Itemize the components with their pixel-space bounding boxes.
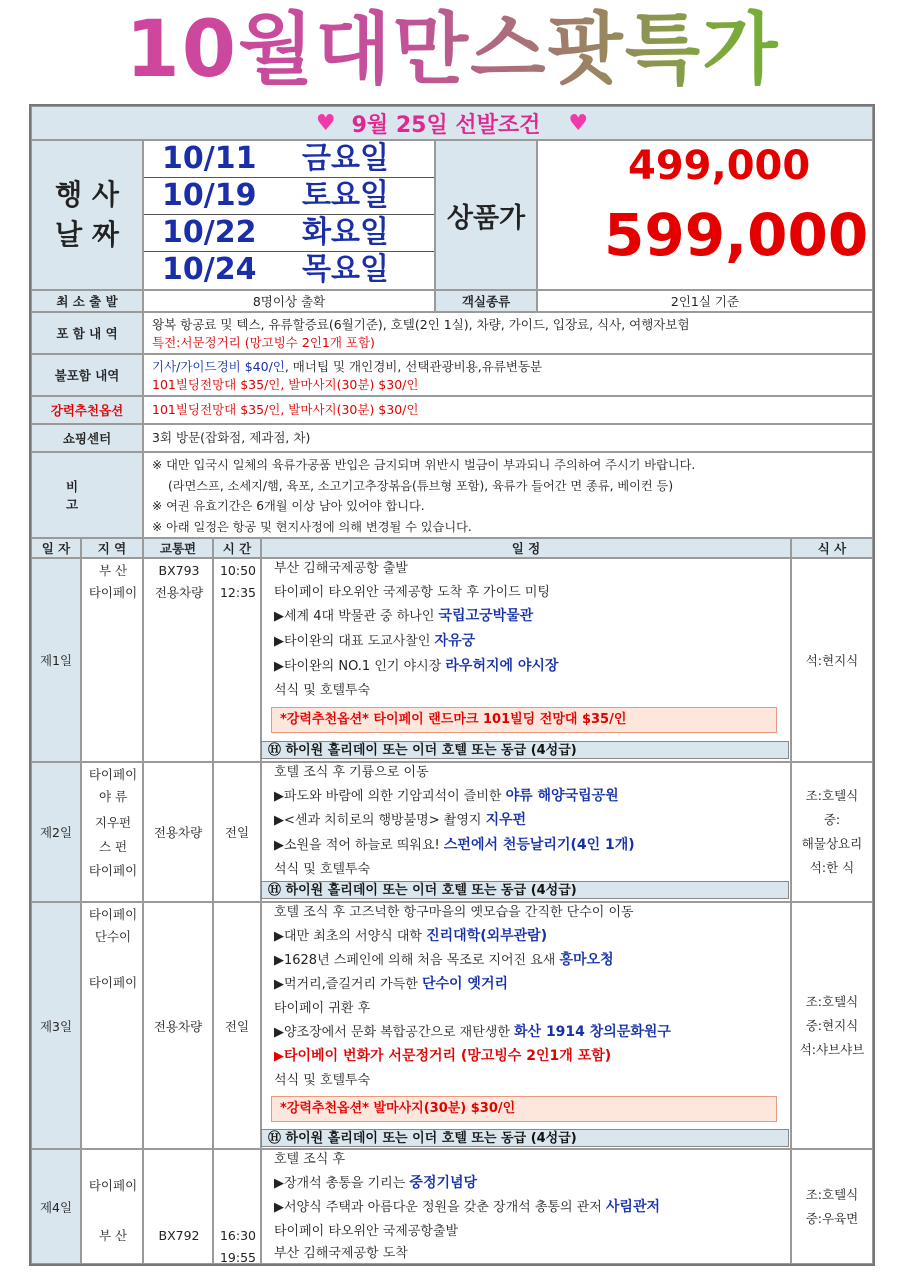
itinerary-line: ▶소원을 적어 하늘로 띄워요! 스펀에서 천등날리기(4인 1개) (274, 837, 635, 853)
itinerary-line: ▶세계 4대 박물관 중 하나인 국립고궁박물관 (274, 608, 534, 624)
itinerary-line: ▶1628년 스페인에 의해 처음 목조로 지어진 요새 홍마오청 (274, 952, 614, 968)
room-type-label: 객실종류 (435, 290, 537, 312)
itinerary-line: ▶<센과 치히로의 행방불명> 촬영지 지우펀 (274, 812, 527, 828)
departure-condition-text: 9월 25일 선발조건 (351, 112, 541, 138)
itinerary-line: 호텔 조식 후 (274, 1152, 346, 1167)
note-line: (라면스프, 소세지/햄, 육포, 소고기고추장볶음(튜브형 포함), 육류가 들어간 면 종류, 베이컨 등) (168, 478, 674, 493)
shopping-center-label: 쇼핑센터 (31, 424, 143, 452)
hotel-info: Ⓗ 하이원 홀리데이 또는 이더 호텔 또는 동급 (4성급) (261, 741, 789, 759)
col-header-transport: 교통편 (143, 538, 213, 558)
itinerary-line: 타이페이 타오위안 국제공항 도착 후 가이드 미팅 (274, 585, 550, 600)
col-header-meal: 식 사 (791, 538, 873, 558)
shopping-center-value: 3회 방문(잡화점, 제과점, 차) (143, 424, 873, 452)
price-value: 499,000 (628, 143, 811, 189)
itinerary-table (29, 104, 875, 1266)
departure-condition-bar (31, 106, 873, 140)
itinerary-line: ▶먹거리,즐길거리 가득한 단수이 옛거리 (274, 976, 509, 992)
event-dates (143, 140, 435, 290)
include-value: 왕복 항공료 및 텍스, 유류할증료(6월기준), 호텔(2인 1실), 차량, 가이드, 입장료, 식사, 여행자보험 특전:서문정거리 (망고빙수 2인1개 포함) (143, 312, 873, 354)
itinerary-line: 호텔 조식 후 고즈넉한 항구마을의 옛모습을 간직한 단수이 이동 (274, 905, 634, 920)
recommended-option-value: 101빌딩전망대 $35/인, 발마사지(30분) $30/인 (143, 396, 873, 424)
note-line: ※ 대만 입국시 일체의 육류가공품 반입은 금지되며 위반시 벌금이 부과되니 주의하여 주시기 바랍니다. (152, 458, 696, 472)
day-transport: 전용차량 (143, 762, 213, 902)
day-regions: 타이페이 부 산 (81, 1149, 143, 1264)
itinerary-line: ▶타이베이 번화가 서문정거리 (망고빙수 2인1개 포함) (274, 1048, 612, 1064)
itinerary-line: ▶타이완의 대표 도교사찰인 자유궁 (274, 633, 476, 649)
day-times: 전일 (213, 902, 261, 1149)
itinerary-line: ▶장개석 총통을 기리는 중정기념당 (274, 1175, 478, 1191)
day-meals: 석:현지식 (791, 558, 873, 762)
recommended-option-box: *강력추천옵션* 발마사지(30분) $30/인 (271, 1096, 777, 1122)
room-type-value: 2인1실 기준 (537, 290, 873, 312)
itinerary-line: 타이페이 타오위안 국제공항출발 (274, 1224, 459, 1239)
heart-icon: ♥ (315, 110, 336, 136)
day-regions: 부 산 타이페이 (81, 558, 143, 762)
col-header-region: 지 역 (81, 538, 143, 558)
itinerary-line: ▶서양식 주택과 아름다운 정원을 갖춘 장개석 총통의 관저 사림관저 (274, 1199, 660, 1215)
include-label: 포 함 내 역 (31, 312, 143, 354)
heart-icon: ♥ (568, 110, 589, 136)
price-label: 상품가 (435, 140, 537, 290)
day-meals: 조:호텔식 중:우육면 (791, 1149, 873, 1264)
page-title: 10월대만스팟특가 (0, 0, 905, 100)
day-label: 제1일 (31, 558, 81, 762)
note-line: ※ 아래 일정은 항공 및 현지사정에 의해 변경될 수 있습니다. (152, 519, 472, 534)
day-label: 제4일 (31, 1149, 81, 1264)
price-value: 599,000 (604, 201, 869, 269)
price-values (537, 140, 873, 290)
min-departure-value: 8명이상 출확 (143, 290, 435, 312)
itinerary-line: ▶양조장에서 문화 복합공간으로 재탄생한 화산 1914 창의문화원구 (274, 1024, 671, 1040)
day-times: 전일 (213, 762, 261, 902)
itinerary-line: ▶파도와 바람에 의한 기암괴석이 즐비한 야류 해양국립공원 (274, 788, 619, 804)
hotel-info: Ⓗ 하이원 홀리데이 또는 이더 호텔 또는 동급 (4성급) (261, 881, 789, 899)
day-meals: 조:호텔식 중: 해물상요리 석:한 식 (791, 762, 873, 902)
day-regions: 타이페이 야 류 지우펀 스 펀 타이페이 (81, 762, 143, 902)
event-date-row: 10/19 토요일 (144, 178, 434, 215)
exclude-label: 불포함 내역 (31, 354, 143, 396)
event-date-row: 10/24 목요일 (162, 252, 389, 287)
itinerary-line: 석식 및 호텔투숙 (274, 1073, 371, 1088)
day-times: 16:30 19:55 (213, 1149, 261, 1264)
hotel-info: Ⓗ 하이원 홀리데이 또는 이더 호텔 또는 동급 (4성급) (261, 1129, 789, 1147)
day-transport: BX793 전용차량 (143, 558, 213, 762)
col-header-time: 시 간 (213, 538, 261, 558)
col-header-schedule: 일 정 (261, 538, 791, 558)
day-transport: BX792 (143, 1149, 213, 1264)
itinerary-line: ▶대만 최초의 서양식 대학 진리대학(외부관람) (274, 928, 548, 944)
col-header-day: 일 자 (31, 538, 81, 558)
day-transport: 전용차량 (143, 902, 213, 1149)
day-regions: 타이페이 단수이 타이페이 (81, 902, 143, 1149)
itinerary-line: 호텔 조식 후 기륭으로 이동 (274, 765, 429, 780)
day-times: 10:50 12:35 (213, 558, 261, 762)
itinerary-line: 부산 김해국제공항 도착 (274, 1246, 408, 1261)
recommended-option-box: *강력추천옵션* 타이페이 랜드마크 101빌딩 전망대 $35/인 (271, 707, 777, 733)
min-departure-label: 최 소 출 발 (31, 290, 143, 312)
recommended-option-label: 강력추천옵션 (31, 396, 143, 424)
event-date-label: 행 사 날 짜 (31, 140, 143, 290)
event-date-row: 10/22 화요일 (144, 215, 434, 252)
exclude-value: 기사/가이드경비 $40/인, 매너팁 및 개인경비, 선택관광비용,유류변동분 101빌딩전망대 $35/인, 발마사지(30분) $30/인 (143, 354, 873, 396)
itinerary-line: 타이페이 귀환 후 (274, 1001, 371, 1016)
itinerary-line: ▶타이완의 NO.1 인기 야시장 라우허지에 야시장 (274, 658, 559, 674)
day-label: 제3일 (31, 902, 81, 1149)
itinerary-line: 석식 및 호텔투숙 (274, 683, 371, 698)
day-label: 제2일 (31, 762, 81, 902)
day-meals: 조:호텔식 중:현지식 석:샤브샤브 (791, 902, 873, 1149)
notes-label: 비 고 (31, 452, 143, 538)
itinerary-line: 석식 및 호텔투숙 (274, 862, 371, 877)
itinerary-line: 부산 김해국제공항 출발 (274, 561, 408, 576)
notes-value (143, 452, 873, 538)
event-date-row: 10/11 금요일 (144, 141, 434, 178)
note-line: ※ 여권 유효기간은 6개월 이상 남아 있어야 합니다. (152, 499, 425, 513)
